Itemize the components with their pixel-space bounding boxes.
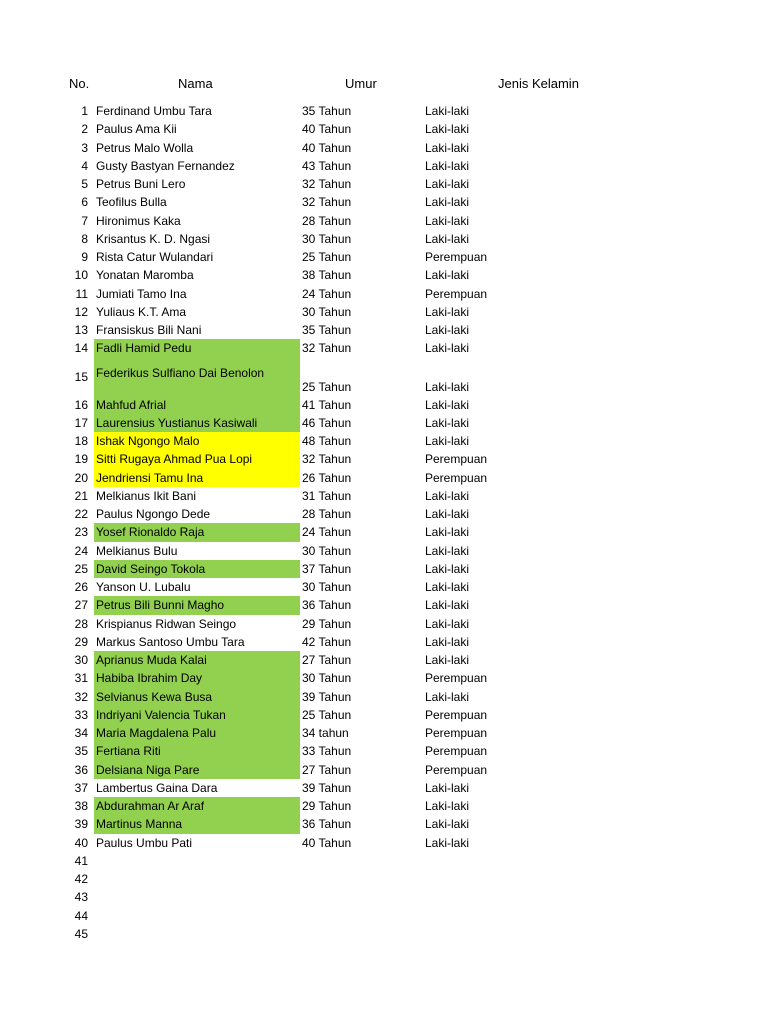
row-nama[interactable]: Paulus Ngongo Dede	[96, 507, 211, 521]
row-nama[interactable]: Rista Catur Wulandari	[96, 250, 214, 264]
table-row	[0, 414, 768, 432]
row-jenis-kelamin[interactable]: Laki-laki	[425, 323, 470, 337]
row-number: 34	[74, 726, 88, 740]
row-umur[interactable]: 32 Tahun	[302, 452, 352, 467]
row-umur[interactable]: 27 Tahun	[302, 653, 352, 667]
row-number: 5	[81, 177, 88, 191]
row-umur[interactable]: 41 Tahun	[302, 397, 352, 412]
row-number: 28	[74, 616, 88, 631]
table-row	[0, 596, 768, 614]
table-row	[0, 907, 768, 925]
row-nama[interactable]: Ishak Ngongo Malo	[94, 432, 300, 450]
row-umur[interactable]: 26 Tahun	[302, 470, 352, 485]
row-number: 17	[74, 415, 88, 430]
row-jenis-kelamin[interactable]: Perempuan	[425, 286, 488, 301]
row-nama[interactable]: Markus Santoso Umbu Tara	[96, 634, 245, 649]
row-number: 32	[74, 689, 88, 704]
row-nama[interactable]: Petrus Buni Lero	[96, 177, 186, 191]
row-nama[interactable]: Gusty Bastyan Fernandez	[96, 158, 235, 173]
row-umur[interactable]: 46 Tahun	[302, 415, 352, 430]
row-nama[interactable]: Hironimus Kaka	[96, 213, 181, 228]
row-jenis-kelamin[interactable]: Laki-laki	[425, 634, 470, 649]
table-row	[0, 651, 768, 669]
row-nama[interactable]: Melkianus Ikit Bani	[96, 488, 197, 503]
table-row	[0, 523, 768, 541]
row-jenis-kelamin[interactable]: Laki-laki	[425, 689, 470, 704]
row-number: 22	[74, 507, 88, 521]
table-row	[0, 339, 768, 357]
row-jenis-kelamin[interactable]: Perempuan	[425, 707, 488, 722]
row-jenis-kelamin[interactable]: Laki-laki	[425, 158, 470, 173]
row-jenis-kelamin[interactable]: Laki-laki	[425, 231, 470, 246]
table-row	[0, 102, 768, 120]
row-umur[interactable]: 39 Tahun	[302, 689, 352, 704]
row-nama[interactable]: Paulus Umbu Pati	[96, 835, 193, 850]
row-number: 23	[74, 525, 88, 540]
row-umur[interactable]: 28 Tahun	[302, 507, 352, 521]
row-nama[interactable]: Petrus Malo Wolla	[96, 140, 194, 155]
row-number: 4	[81, 158, 88, 173]
row-jenis-kelamin[interactable]: Perempuan	[425, 452, 488, 467]
row-number: 7	[81, 213, 88, 228]
row-nama[interactable]: Yosef Rionaldo Raja	[94, 523, 300, 541]
row-nama[interactable]: Laurensius Yustianus Kasiwali	[94, 414, 300, 432]
row-nama[interactable]: Teofilus Bulla	[96, 195, 167, 210]
row-nama[interactable]: Aprianus Muda Kalai	[94, 651, 300, 669]
row-umur[interactable]: 40 Tahun	[302, 140, 352, 155]
row-umur[interactable]: 39 Tahun	[302, 780, 352, 795]
row-nama[interactable]: Fertiana Riti	[94, 742, 300, 760]
row-jenis-kelamin[interactable]: Laki-laki	[425, 140, 470, 155]
row-umur[interactable]: 24 Tahun	[302, 525, 352, 540]
table-row	[0, 542, 768, 560]
table-row	[0, 248, 768, 266]
row-number: 3	[81, 140, 88, 155]
row-jenis-kelamin[interactable]: Laki-laki	[425, 561, 470, 576]
table-row	[0, 266, 768, 284]
table-row	[0, 870, 768, 888]
row-number: 2	[81, 122, 88, 137]
table-row	[0, 396, 768, 414]
table-row	[0, 815, 768, 833]
table-row	[0, 120, 768, 138]
row-number: 10	[74, 268, 88, 283]
row-umur[interactable]: 25 Tahun	[302, 379, 352, 394]
row-nama[interactable]: Yanson U. Lubalu	[96, 580, 191, 594]
header-jenis-kelamin: Jenis Kelamin	[498, 76, 579, 91]
row-jenis-kelamin[interactable]: Laki-laki	[425, 213, 470, 228]
row-jenis-kelamin[interactable]: Laki-laki	[425, 488, 470, 503]
row-jenis-kelamin[interactable]: Laki-laki	[425, 122, 470, 137]
row-nama[interactable]: Jendriensi Tamu Ina	[94, 469, 300, 487]
row-umur[interactable]: 33 Tahun	[302, 744, 352, 759]
row-jenis-kelamin[interactable]: Perempuan	[425, 762, 488, 777]
row-jenis-kelamin[interactable]: Laki-laki	[425, 304, 470, 319]
row-jenis-kelamin[interactable]: Laki-laki	[425, 580, 470, 594]
table-row	[0, 669, 768, 687]
row-nama[interactable]: Sitti Rugaya Ahmad Pua Lopi	[94, 450, 300, 468]
row-jenis-kelamin[interactable]: Laki-laki	[425, 379, 470, 394]
table-row	[0, 358, 768, 396]
row-jenis-kelamin[interactable]: Laki-laki	[425, 397, 470, 412]
row-number: 16	[74, 397, 88, 412]
row-umur[interactable]: 30 Tahun	[302, 580, 352, 594]
row-number: 41	[74, 853, 88, 868]
header-umur: Umur	[345, 76, 377, 91]
row-nama[interactable]: Abdurahman Ar Araf	[94, 797, 300, 815]
row-umur[interactable]: 42 Tahun	[302, 634, 352, 649]
row-number: 8	[81, 231, 88, 246]
table-row	[0, 688, 768, 706]
row-number: 11	[75, 286, 88, 301]
row-number: 30	[74, 653, 88, 667]
row-number: 45	[74, 926, 88, 941]
row-umur[interactable]: 30 Tahun	[302, 231, 352, 246]
row-umur[interactable]: 38 Tahun	[302, 268, 352, 283]
row-jenis-kelamin[interactable]: Laki-laki	[425, 835, 470, 850]
row-number: 12	[74, 304, 88, 319]
table-row	[0, 321, 768, 339]
row-jenis-kelamin[interactable]: Perempuan	[425, 470, 488, 485]
row-jenis-kelamin[interactable]: Perempuan	[425, 744, 488, 759]
row-number: 29	[74, 634, 88, 649]
row-jenis-kelamin[interactable]: Laki-laki	[425, 598, 470, 613]
row-nama[interactable]: Fransiskus Bili Nani	[96, 323, 202, 337]
row-number: 26	[74, 580, 88, 594]
table-row	[0, 615, 768, 633]
table-row	[0, 193, 768, 211]
row-umur[interactable]: 25 Tahun	[302, 250, 352, 264]
row-number: 44	[74, 908, 88, 923]
row-umur[interactable]: 35 Tahun	[302, 104, 352, 118]
row-nama[interactable]: Federikus Sulfiano Dai Benolon	[94, 358, 300, 396]
row-jenis-kelamin[interactable]: Laki-laki	[425, 507, 470, 521]
table-row	[0, 139, 768, 157]
table-row	[0, 742, 768, 760]
row-umur[interactable]: 29 Tahun	[302, 799, 352, 813]
row-umur[interactable]: 24 Tahun	[302, 286, 352, 301]
table-row	[0, 925, 768, 943]
table-row	[0, 560, 768, 578]
table-row	[0, 157, 768, 175]
row-jenis-kelamin[interactable]: Laki-laki	[425, 268, 470, 283]
row-nama[interactable]: Maria Magdalena Palu	[94, 724, 300, 742]
row-number: 15	[74, 369, 88, 384]
row-number: 36	[74, 762, 88, 777]
table-row	[0, 761, 768, 779]
row-jenis-kelamin[interactable]: Laki-laki	[425, 799, 470, 813]
row-number: 14	[74, 341, 88, 356]
row-number: 37	[74, 780, 88, 795]
table-row	[0, 450, 768, 468]
row-umur[interactable]: 34 tahun	[302, 726, 349, 740]
row-number: 20	[74, 470, 88, 485]
row-umur[interactable]: 40 Tahun	[302, 122, 352, 137]
row-nama[interactable]: Krisantus K. D. Ngasi	[96, 231, 211, 246]
table-row	[0, 505, 768, 523]
table-row	[0, 834, 768, 852]
row-nama[interactable]: Yonatan Maromba	[96, 268, 194, 283]
table-row	[0, 888, 768, 906]
row-nama[interactable]: Ferdinand Umbu Tara	[96, 104, 212, 118]
row-number: 25	[74, 561, 88, 576]
table-row	[0, 432, 768, 450]
row-number: 18	[74, 434, 88, 448]
row-number: 27	[74, 598, 88, 613]
row-jenis-kelamin[interactable]: Laki-laki	[425, 415, 470, 430]
row-nama[interactable]: Habiba Ibrahim Day	[94, 669, 300, 687]
row-number: 43	[74, 890, 88, 905]
row-nama[interactable]: Martinus Manna	[94, 815, 300, 833]
row-jenis-kelamin[interactable]: Laki-laki	[425, 341, 470, 356]
row-umur[interactable]: 36 Tahun	[302, 598, 352, 613]
table-row	[0, 779, 768, 797]
table-row	[0, 469, 768, 487]
row-nama[interactable]	[94, 925, 300, 943]
row-umur[interactable]: 40 Tahun	[302, 835, 352, 850]
row-number: 6	[81, 195, 88, 210]
row-umur[interactable]: 36 Tahun	[302, 817, 352, 832]
table-row	[0, 852, 768, 870]
row-nama[interactable]: Petrus Bili Bunni Magho	[94, 596, 300, 614]
row-umur[interactable]: 29 Tahun	[302, 616, 352, 631]
row-umur[interactable]: 32 Tahun	[302, 341, 352, 356]
row-umur[interactable]: 27 Tahun	[302, 762, 352, 777]
row-nama[interactable]	[94, 870, 300, 888]
row-number: 33	[74, 707, 88, 722]
row-number: 19	[74, 452, 88, 467]
row-number: 31	[74, 671, 88, 686]
row-jenis-kelamin[interactable]: Perempuan	[425, 250, 488, 264]
table-row	[0, 797, 768, 815]
row-jenis-kelamin[interactable]: Laki-laki	[425, 177, 470, 191]
row-number: 24	[74, 543, 88, 558]
row-umur[interactable]: 30 Tahun	[302, 543, 352, 558]
row-jenis-kelamin[interactable]: Perempuan	[425, 671, 488, 686]
row-jenis-kelamin[interactable]: Laki-laki	[425, 195, 470, 210]
row-number: 38	[74, 799, 88, 813]
row-number: 1	[81, 104, 88, 118]
row-jenis-kelamin[interactable]: Laki-laki	[425, 543, 470, 558]
table-row	[0, 212, 768, 230]
row-umur[interactable]: 43 Tahun	[302, 158, 352, 173]
table-row	[0, 724, 768, 742]
row-umur[interactable]: 37 Tahun	[302, 561, 352, 576]
row-jenis-kelamin[interactable]: Laki-laki	[425, 780, 470, 795]
table-row	[0, 578, 768, 596]
row-nama[interactable]: Indriyani Valencia Tukan	[94, 706, 300, 724]
row-number: 39	[74, 817, 88, 832]
row-number: 9	[81, 250, 88, 264]
table-row	[0, 285, 768, 303]
row-nama[interactable]: Krispianus Ridwan Seingo	[96, 616, 237, 631]
row-nama[interactable]: David Seingo Tokola	[94, 560, 300, 578]
table-row	[0, 230, 768, 248]
table-row	[0, 633, 768, 651]
header-no: No.	[69, 76, 90, 91]
row-nama[interactable]	[94, 907, 300, 925]
row-umur[interactable]: 48 Tahun	[302, 434, 352, 448]
row-nama[interactable]: Lambertus Gaina Dara	[96, 780, 218, 795]
row-nama[interactable]: Mahfud Afrial	[94, 396, 300, 414]
row-number: 42	[74, 872, 88, 886]
table-row	[0, 706, 768, 724]
row-nama[interactable]: Yuliaus K.T. Ama	[96, 304, 187, 319]
row-umur[interactable]: 25 Tahun	[302, 707, 352, 722]
row-nama[interactable]: Melkianus Bulu	[96, 543, 178, 558]
row-number: 40	[74, 835, 88, 850]
row-number: 21	[74, 488, 88, 503]
header-nama: Nama	[178, 76, 213, 91]
row-jenis-kelamin[interactable]: Laki-laki	[425, 616, 470, 631]
row-umur[interactable]: 28 Tahun	[302, 213, 352, 228]
row-jenis-kelamin[interactable]: Laki-laki	[425, 434, 470, 448]
row-jenis-kelamin[interactable]: Laki-laki	[425, 653, 470, 667]
row-umur[interactable]: 30 Tahun	[302, 304, 352, 319]
table-row	[0, 487, 768, 505]
table-row	[0, 303, 768, 321]
row-jenis-kelamin[interactable]: Laki-laki	[425, 525, 470, 540]
row-nama[interactable]: Fadli Hamid Pedu	[94, 339, 300, 357]
table-row	[0, 175, 768, 193]
row-umur[interactable]: 32 Tahun	[302, 177, 352, 191]
row-nama[interactable]	[94, 888, 300, 906]
row-umur[interactable]: 31 Tahun	[302, 488, 352, 503]
row-number: 35	[74, 744, 88, 759]
row-nama[interactable]: Jumiati Tamo Ina	[96, 286, 187, 301]
row-umur[interactable]: 35 Tahun	[302, 323, 352, 337]
row-jenis-kelamin[interactable]: Perempuan	[425, 726, 488, 740]
row-umur[interactable]: 32 Tahun	[302, 195, 352, 210]
row-number: 13	[74, 323, 88, 337]
row-nama[interactable]	[94, 852, 300, 870]
row-nama[interactable]: Selvianus Kewa Busa	[94, 688, 300, 706]
row-nama[interactable]: Paulus Ama Kii	[96, 122, 177, 137]
row-nama[interactable]: Delsiana Niga Pare	[94, 761, 300, 779]
row-jenis-kelamin[interactable]: Laki-laki	[425, 104, 470, 118]
row-umur[interactable]: 30 Tahun	[302, 671, 352, 686]
row-jenis-kelamin[interactable]: Laki-laki	[425, 817, 470, 832]
